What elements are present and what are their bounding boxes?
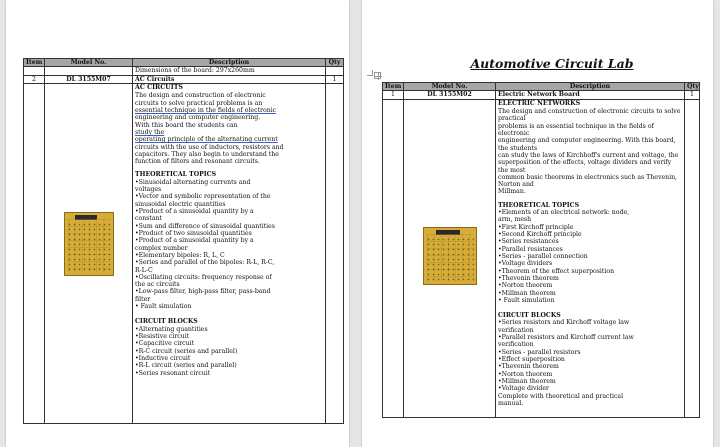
circuit-board-image: [423, 227, 477, 285]
list-item: verification: [498, 341, 534, 349]
list-item: •Sum and difference of sinusoidal quantities: [135, 222, 275, 230]
list-item: filter: [135, 295, 151, 303]
description-cell: [496, 99, 685, 417]
intro-paragraph: The design and construction of electronic circuits to solve practical problems is an essential technique in the fields of electronic engineering and computer engineering. With this board the students can study the operating principle of the alternating current circuits with the use of inductors, resistors and capacitors. They also begin to understand the function of filters and resonant circuits.: [135, 92, 284, 166]
product-table-left: [23, 58, 344, 424]
theoretical-topics-heading: THEORETICAL TOPICS: [135, 171, 217, 179]
list-item: • Fault simulation: [498, 296, 555, 304]
header-description: Description: [133, 59, 326, 67]
list-item: complex number: [135, 244, 188, 252]
row-model: DL 3155M07: [45, 75, 133, 83]
list-item: •Series and parallel of the bipoles: R-L, R-C,: [135, 259, 275, 267]
list-item: •Series resistors and Kirchoff voltage law: [498, 319, 630, 327]
list-item: •Resistive circuit: [135, 333, 190, 341]
list-item: •Millman theorem: [498, 289, 556, 297]
list-item: •Series resistances: [498, 238, 559, 246]
list-item: voltages: [135, 186, 162, 194]
list-item: •Vector and symbolic representation of the: [135, 193, 271, 201]
circuit-blocks-heading: CIRCUIT BLOCKS: [498, 312, 561, 320]
list-item: •Series - parallel connection: [498, 252, 588, 260]
row-description: AC Circuits: [133, 75, 326, 83]
list-item: the ac circuits: [135, 281, 180, 289]
list-item: •Capacitive circuit: [135, 340, 195, 348]
list-item: • Fault simulation: [135, 303, 192, 311]
list-item: •First Kirchoff principle: [498, 223, 574, 231]
detail-row: [383, 99, 700, 417]
theoretical-topics-list: [135, 179, 323, 311]
section-title: ELECTRIC NETWORKS: [498, 99, 581, 107]
product-table-right: [382, 82, 700, 418]
description-cell: [133, 83, 326, 423]
list-item: R-L-C: [135, 266, 153, 274]
header-model: Model No.: [404, 83, 496, 91]
list-item: Complete with theoretical and practical: [498, 392, 624, 400]
dimensions-text: Dimensions of the board: 297x260mm: [133, 67, 326, 75]
row-qty: 1: [685, 91, 700, 99]
table-row: [383, 91, 700, 99]
list-item: •Norton theorem: [498, 370, 553, 378]
detail-row: [24, 83, 344, 423]
row-item: 2: [24, 75, 45, 83]
list-item: •Thevenin theorem: [498, 363, 559, 371]
list-item: •Second Kirchoff principle: [498, 231, 582, 239]
table-header-row: [383, 83, 700, 91]
intro-paragraph: The design and construction of electronic circuits to solve practical problems is an essential technique in the fields of electronic engineering and computer engineering. With this board, the students can study the laws of Kirchhoff's current and voltage, the superposition of the effects, voltage dividers and verify the most common basic theorems in electronics such as Thevenin, Norton and Millman.: [498, 108, 681, 196]
page-title: Automotive Circuit Lab: [470, 56, 634, 71]
list-item: •Sinusoidal alternating currents and: [135, 178, 251, 186]
product-image-cell: [45, 83, 133, 423]
row-qty: 1: [326, 75, 344, 83]
circuit-blocks-list: [135, 326, 323, 377]
list-item: •Norton theorem: [498, 282, 553, 290]
list-item: •Product of a sinusoidal quantity by a: [135, 237, 254, 245]
list-item: •Oscillating circuits: frequency response of: [135, 273, 272, 281]
list-item: •Millman theorem: [498, 377, 556, 385]
row-model: DL 3155M02: [404, 91, 496, 99]
list-item: •Elements of an electrical network: node,: [498, 209, 630, 217]
product-image-cell: [404, 99, 496, 417]
theoretical-topics-heading: THEORETICAL TOPICS: [498, 201, 580, 209]
header-description: Description: [496, 83, 685, 91]
list-item: •Product of two sinusoidal quantities: [135, 229, 252, 237]
header-qty: Qty: [685, 83, 700, 91]
list-item: sinusoidal electric quantities: [135, 200, 226, 208]
header-item: Item: [383, 83, 404, 91]
list-item: •Low-pass filter, high-pass filter, pass-band: [135, 288, 271, 296]
list-item: •Parallel resistances: [498, 245, 563, 253]
list-item: •Theorem of the effect superposition: [498, 267, 615, 275]
circuit-board-image: [64, 212, 114, 276]
circuit-blocks-heading: CIRCUIT BLOCKS: [135, 318, 198, 326]
section-title: AC CIRCUITS: [135, 83, 183, 91]
header-item: Item: [24, 59, 45, 67]
header-qty: Qty: [326, 59, 344, 67]
document-page-left: [6, 0, 349, 447]
dimensions-row: [24, 67, 344, 75]
list-item: •Voltage divider: [498, 385, 550, 393]
table-row: [24, 75, 344, 83]
list-item: constant: [135, 215, 162, 223]
table-move-handle-icon[interactable]: [374, 72, 381, 79]
header-model: Model No.: [45, 59, 133, 67]
list-item: •Elementary bipoles: R, L, C: [135, 251, 225, 259]
list-item: •R-C circuit (series and parallel): [135, 347, 238, 355]
list-item: •R-L circuit (series and parallel): [135, 362, 237, 370]
row-item: 1: [383, 91, 404, 99]
list-item: •Thevenin theorem: [498, 274, 559, 282]
list-item: •Series - parallel resistors: [498, 348, 581, 356]
list-item: •Alternating quantities: [135, 325, 208, 333]
table-header-row: [24, 59, 344, 67]
circuit-blocks-list: [498, 319, 682, 407]
theoretical-topics-list: [498, 209, 682, 304]
list-item: •Parallel resistors and Kirchoff current law: [498, 334, 634, 342]
list-item: •Inductive circuit: [135, 354, 191, 362]
list-item: •Series resonant circuit: [135, 369, 211, 377]
row-description: Electric Network Board: [496, 91, 685, 99]
document-page-right: [362, 0, 713, 447]
list-item: verification: [498, 326, 534, 334]
list-item: arm, mesh: [498, 216, 532, 224]
list-item: •Voltage dividers: [498, 260, 553, 268]
list-item: •Effect superposition: [498, 356, 565, 364]
list-item: •Product of a sinusoidal quantity by a: [135, 208, 254, 216]
list-item: manual.: [498, 399, 524, 407]
